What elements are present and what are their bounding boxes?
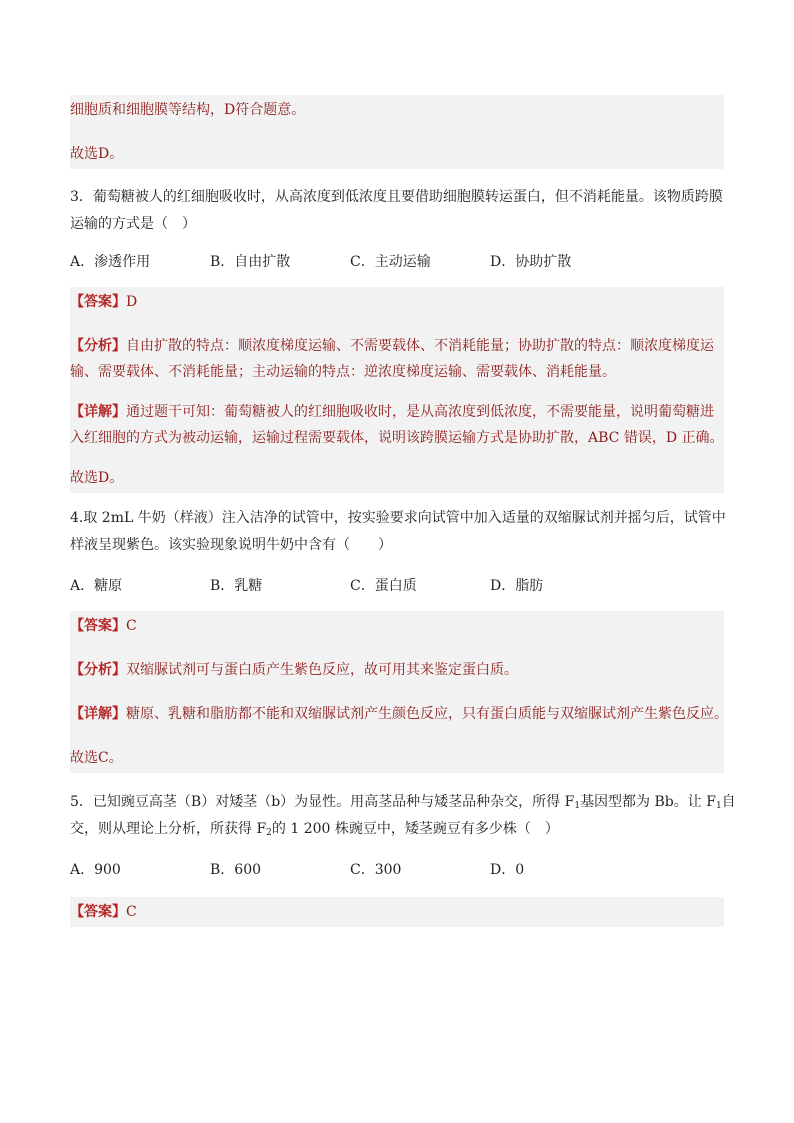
q4-answer-value: C xyxy=(126,618,137,634)
prev-explanation xyxy=(70,95,724,169)
prev-conclusion: 故选D。 xyxy=(70,146,124,162)
q3-detail-tag: 【详解】 xyxy=(70,404,126,420)
q3-option-b: B．自由扩散 xyxy=(210,254,291,270)
q3-analysis-1: 【分析】自由扩散的特点：顺浓度梯度运输、不需要载体、不消耗能量；协助扩散的特点：顺浓度梯度运 xyxy=(70,338,714,354)
q3-detail-1: 【详解】通过题干可知：葡萄糖被人的红细胞吸收时，是从高浓度到低浓度，不需要能量，说明葡萄糖进 xyxy=(70,404,714,420)
q4-stem-2: 样液呈现紫色。该实验现象说明牛奶中含有（ ） xyxy=(70,537,392,553)
q4-options xyxy=(70,575,724,597)
q5-answer xyxy=(70,901,724,923)
q4-conclusion: 故选C。 xyxy=(70,750,123,766)
q5-stem-1: 5．已知豌豆高茎（B）对矮茎（b）为显性。用高茎品种与矮茎品种杂交，所得 $F_1$基因型都为 Bb。让 $F_1$自 xyxy=(70,794,736,811)
q4-option-c: C．蛋白质 xyxy=(350,578,417,594)
document-page xyxy=(70,95,736,927)
q5-option-c: C．300 xyxy=(350,862,402,878)
q3-stem-1: 3．葡萄糖被人的红细胞吸收时，从高浓度到低浓度且要借助细胞膜转运蛋白，但不消耗能量。该物质跨膜 xyxy=(70,189,723,205)
q3-option-d: D．协助扩散 xyxy=(490,254,572,270)
prev-tail: 细胞质和细胞膜等结构，D符合题意。 xyxy=(70,102,306,118)
q5-option-b: B．600 xyxy=(210,862,262,878)
q4-answer-tag: 【答案】 xyxy=(70,618,126,634)
question-4 xyxy=(70,505,724,597)
q4-option-d: D．脂肪 xyxy=(490,578,544,594)
q3-analysis-2: 输、需要载体、不消耗能量；主动运输的特点：逆浓度梯度运输、需要载体、消耗能量。 xyxy=(70,364,616,380)
q3-explanation xyxy=(70,287,724,493)
q3-stem-2: 运输的方式是（ ） xyxy=(70,216,196,232)
q4-analysis-tag: 【分析】 xyxy=(70,662,126,678)
q4-option-a: A．糖原 xyxy=(70,578,123,594)
q5-option-a: A．900 xyxy=(70,862,121,878)
q4-detail-tag: 【详解】 xyxy=(70,706,126,722)
q4-option-b: B．乳糖 xyxy=(210,578,263,594)
q5-stem-2: 交，则从理论上分析，所获得 $F_2$的 1 200 株豌豆中，矮茎豌豆有多少株（ ） xyxy=(70,821,559,838)
q5-answer-tag: 【答案】 xyxy=(70,904,126,920)
q4-detail: 【详解】糖原、乳糖和脂肪都不能和双缩脲试剂产生颜色反应，只有蛋白质能与双缩脲试剂产生紫色反应。 xyxy=(70,706,728,722)
question-5 xyxy=(70,789,736,881)
q4-explanation xyxy=(70,611,728,773)
q5-answer-value: C xyxy=(126,904,137,920)
q3-answer-tag: 【答案】 xyxy=(70,294,126,310)
q3-option-a: A．渗透作用 xyxy=(70,254,151,270)
q5-options xyxy=(70,859,724,881)
q3-analysis-tag: 【分析】 xyxy=(70,338,126,354)
q3-conclusion: 故选D。 xyxy=(70,470,124,486)
q3-detail-2: 入红细胞的方式为被动运输，运输过程需要载体，说明该跨膜运输方式是协助扩散，ABC 错误，D 正确。 xyxy=(70,430,724,446)
q3-answer-value: D xyxy=(126,294,138,310)
q3-options xyxy=(70,251,724,273)
q5-explanation xyxy=(70,897,724,927)
q5-option-d: D．0 xyxy=(490,862,525,878)
q4-stem-1: 4.取 2mL 牛奶（样液）注入洁净的试管中，按实验要求向试管中加入适量的双缩脲试剂并摇匀后，试管中 xyxy=(70,510,726,526)
q3-answer xyxy=(70,291,724,313)
q3-option-c: C．主动运输 xyxy=(350,254,431,270)
q4-answer xyxy=(70,615,724,637)
q4-analysis: 【分析】双缩脲试剂可与蛋白质产生紫色反应，故可用其来鉴定蛋白质。 xyxy=(70,662,518,678)
question-3 xyxy=(70,181,724,273)
